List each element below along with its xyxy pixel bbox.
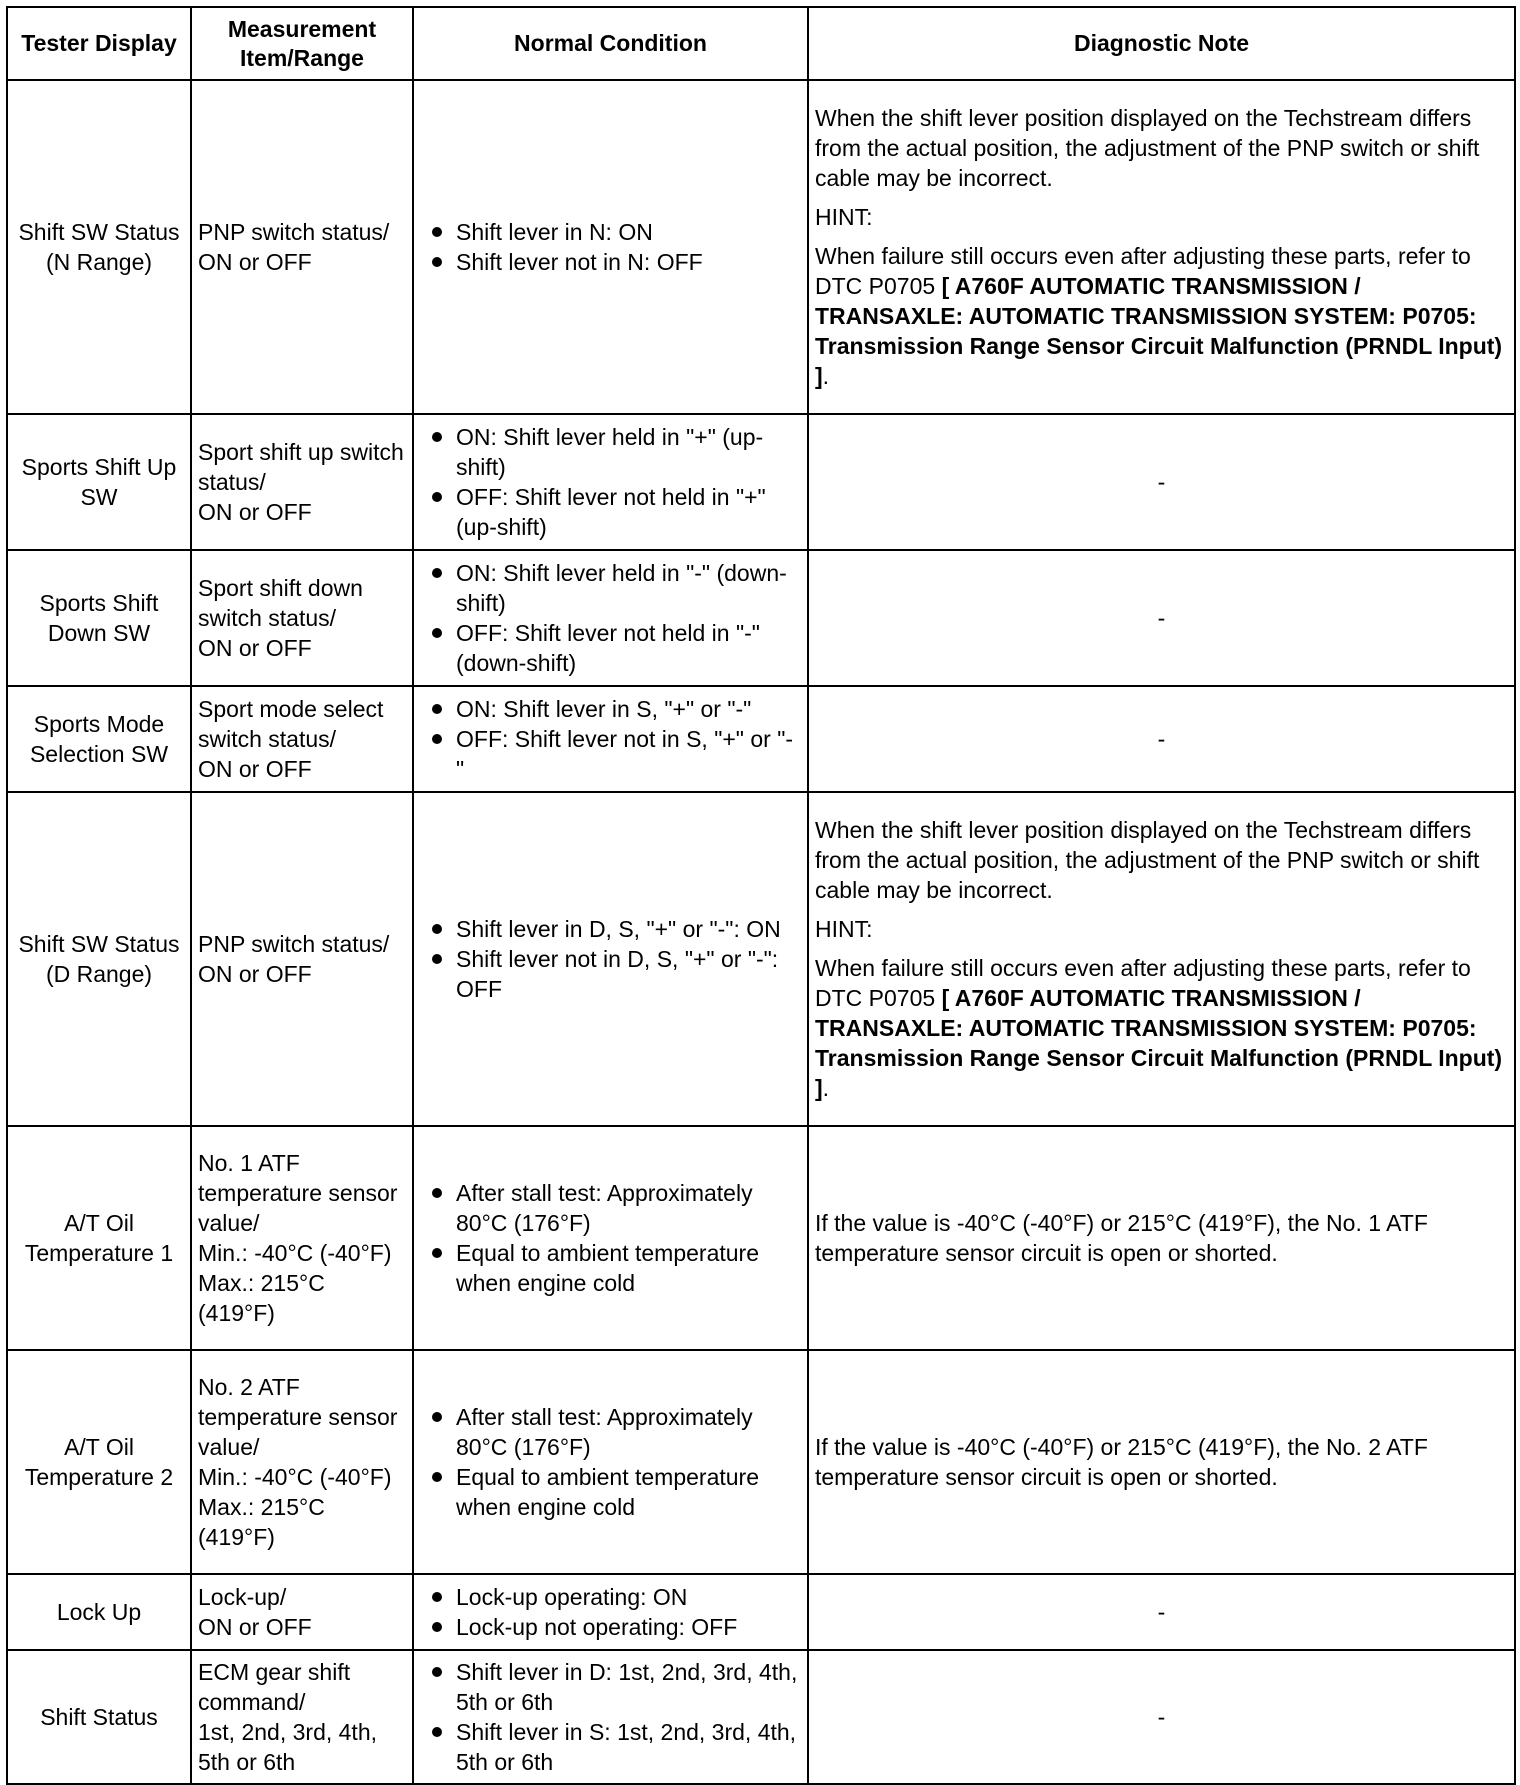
item-line: Min.: -40°C (-40°F)	[198, 1464, 392, 1490]
table-row	[7, 1574, 1515, 1650]
tester-display-cell: A/T Oil Temperature 2	[7, 1350, 191, 1574]
item-line: Max.: 215°C (419°F)	[198, 1494, 325, 1550]
measurement-item-cell	[191, 1350, 413, 1574]
table-row	[7, 1350, 1515, 1574]
note-paragraph	[815, 241, 1508, 391]
header-tester-display: Tester Display	[7, 7, 191, 80]
data-list-table	[6, 6, 1516, 1785]
item-line: Sport shift down switch status/	[198, 575, 363, 631]
item-line: ON or OFF	[198, 249, 312, 275]
condition-item: Equal to ambient temperature when engine cold	[420, 1238, 801, 1298]
condition-item: Lock-up operating: ON	[420, 1582, 801, 1612]
table-row	[7, 792, 1515, 1126]
diagnostic-note-cell: -	[808, 1650, 1515, 1784]
header-row	[7, 7, 1515, 80]
condition-item: Shift lever in D: 1st, 2nd, 3rd, 4th, 5th or 6th	[420, 1657, 801, 1717]
normal-condition-cell	[413, 686, 808, 792]
diagnostic-note-cell	[808, 792, 1515, 1126]
condition-item: Lock-up not operating: OFF	[420, 1612, 801, 1642]
condition-item: ON: Shift lever in S, "+" or "-"	[420, 694, 801, 724]
tester-display-cell: Shift Status	[7, 1650, 191, 1784]
table-row	[7, 550, 1515, 686]
condition-item: OFF: Shift lever not held in "+" (up-shift)	[420, 482, 801, 542]
item-line: 1st, 2nd, 3rd, 4th, 5th or 6th	[198, 1719, 378, 1775]
header-normal-condition: Normal Condition	[413, 7, 808, 80]
measurement-item-cell	[191, 550, 413, 686]
item-line: Min.: -40°C (-40°F)	[198, 1240, 392, 1266]
note-paragraph: When the shift lever position displayed on the Techstream differs from the actual position, the adjustment of the PNP switch or shift cable may be incorrect.	[815, 105, 1480, 191]
diagnostic-note-cell: -	[808, 414, 1515, 550]
condition-item: After stall test: Approximately 80°C (176°F)	[420, 1178, 801, 1238]
table-row	[7, 80, 1515, 414]
condition-item: Shift lever in D, S, "+" or "-": ON	[420, 914, 801, 944]
item-line: ON or OFF	[198, 756, 312, 782]
note-text: .	[822, 363, 830, 389]
item-line: ON or OFF	[198, 1614, 312, 1640]
item-line: ON or OFF	[198, 499, 312, 525]
item-line: PNP switch status/	[198, 219, 390, 245]
tester-display-cell: Sports Shift Up SW	[7, 414, 191, 550]
diagnostic-note-cell: -	[808, 1574, 1515, 1650]
measurement-item-cell	[191, 80, 413, 414]
item-line: ECM gear shift command/	[198, 1659, 351, 1715]
tester-display-cell: Sports Mode Selection SW	[7, 686, 191, 792]
condition-item: Shift lever in S: 1st, 2nd, 3rd, 4th, 5th or 6th	[420, 1717, 801, 1777]
diagnostic-note-cell: -	[808, 550, 1515, 686]
condition-item: ON: Shift lever held in "-" (down-shift)	[420, 558, 801, 618]
note-hint: HINT:	[815, 204, 873, 230]
measurement-item-cell	[191, 1650, 413, 1784]
note-text: When failure still occurs even after adjusting these parts, refer to DTC P0705	[815, 955, 1471, 1011]
measurement-item-cell	[191, 1126, 413, 1350]
diagnostic-note-cell	[808, 80, 1515, 414]
note-paragraph	[815, 953, 1508, 1103]
measurement-item-cell	[191, 1574, 413, 1650]
item-line: Sport shift up switch status/	[198, 439, 404, 495]
note-text: .	[822, 1075, 830, 1101]
tester-display-cell: Lock Up	[7, 1574, 191, 1650]
measurement-item-cell	[191, 686, 413, 792]
item-line: Sport mode select switch status/	[198, 696, 384, 752]
tester-display-cell: Shift SW Status (D Range)	[7, 792, 191, 1126]
diagnostic-note-cell: If the value is -40°C (-40°F) or 215°C (419°F), the No. 1 ATF temperature sensor circuit is open or shorted.	[808, 1126, 1515, 1350]
condition-item: Shift lever in N: ON	[420, 217, 801, 247]
normal-condition-cell	[413, 792, 808, 1126]
condition-item: ON: Shift lever held in "+" (up-shift)	[420, 422, 801, 482]
dtc-reference: [ A760F AUTOMATIC TRANSMISSION / TRANSAXLE: AUTOMATIC TRANSMISSION SYSTEM: P0705: Transmission Range Sensor Circuit Malfunction (PRNDL Input) ]	[815, 985, 1503, 1101]
tester-display-cell: Sports Shift Down SW	[7, 550, 191, 686]
condition-item: Shift lever not in N: OFF	[420, 247, 801, 277]
normal-condition-cell	[413, 1126, 808, 1350]
item-line: ON or OFF	[198, 635, 312, 661]
item-line: Max.: 215°C (419°F)	[198, 1270, 325, 1326]
condition-item: Equal to ambient temperature when engine cold	[420, 1462, 801, 1522]
item-line: No. 1 ATF temperature sensor value/	[198, 1150, 398, 1236]
item-line: Lock-up/	[198, 1584, 287, 1610]
condition-item: After stall test: Approximately 80°C (176°F)	[420, 1402, 801, 1462]
measurement-item-cell	[191, 792, 413, 1126]
normal-condition-cell	[413, 414, 808, 550]
tester-display-cell: A/T Oil Temperature 1	[7, 1126, 191, 1350]
diagnostic-note-cell: -	[808, 686, 1515, 792]
normal-condition-cell	[413, 1574, 808, 1650]
header-measurement-item: Measurement Item/Range	[191, 7, 413, 80]
note-paragraph: When the shift lever position displayed on the Techstream differs from the actual position, the adjustment of the PNP switch or shift cable may be incorrect.	[815, 817, 1480, 903]
normal-condition-cell	[413, 550, 808, 686]
condition-item: OFF: Shift lever not in S, "+" or "-"	[420, 724, 801, 784]
item-line: No. 2 ATF temperature sensor value/	[198, 1374, 398, 1460]
measurement-item-cell	[191, 414, 413, 550]
dtc-reference: [ A760F AUTOMATIC TRANSMISSION / TRANSAXLE: AUTOMATIC TRANSMISSION SYSTEM: P0705: Transmission Range Sensor Circuit Malfunction (PRNDL Input) ]	[815, 273, 1503, 389]
item-line: ON or OFF	[198, 961, 312, 987]
condition-item: OFF: Shift lever not held in "-" (down-shift)	[420, 618, 801, 678]
table-row	[7, 414, 1515, 550]
table-row	[7, 686, 1515, 792]
note-hint: HINT:	[815, 916, 873, 942]
item-line: PNP switch status/	[198, 931, 390, 957]
normal-condition-cell	[413, 1350, 808, 1574]
tester-display-cell: Shift SW Status (N Range)	[7, 80, 191, 414]
condition-item: Shift lever not in D, S, "+" or "-": OFF	[420, 944, 801, 1004]
note-text: When failure still occurs even after adjusting these parts, refer to DTC P0705	[815, 243, 1471, 299]
normal-condition-cell	[413, 1650, 808, 1784]
table-row	[7, 1126, 1515, 1350]
header-diagnostic-note: Diagnostic Note	[808, 7, 1515, 80]
table-row	[7, 1650, 1515, 1784]
diagnostic-note-cell: If the value is -40°C (-40°F) or 215°C (419°F), the No. 2 ATF temperature sensor circuit is open or shorted.	[808, 1350, 1515, 1574]
normal-condition-cell	[413, 80, 808, 414]
